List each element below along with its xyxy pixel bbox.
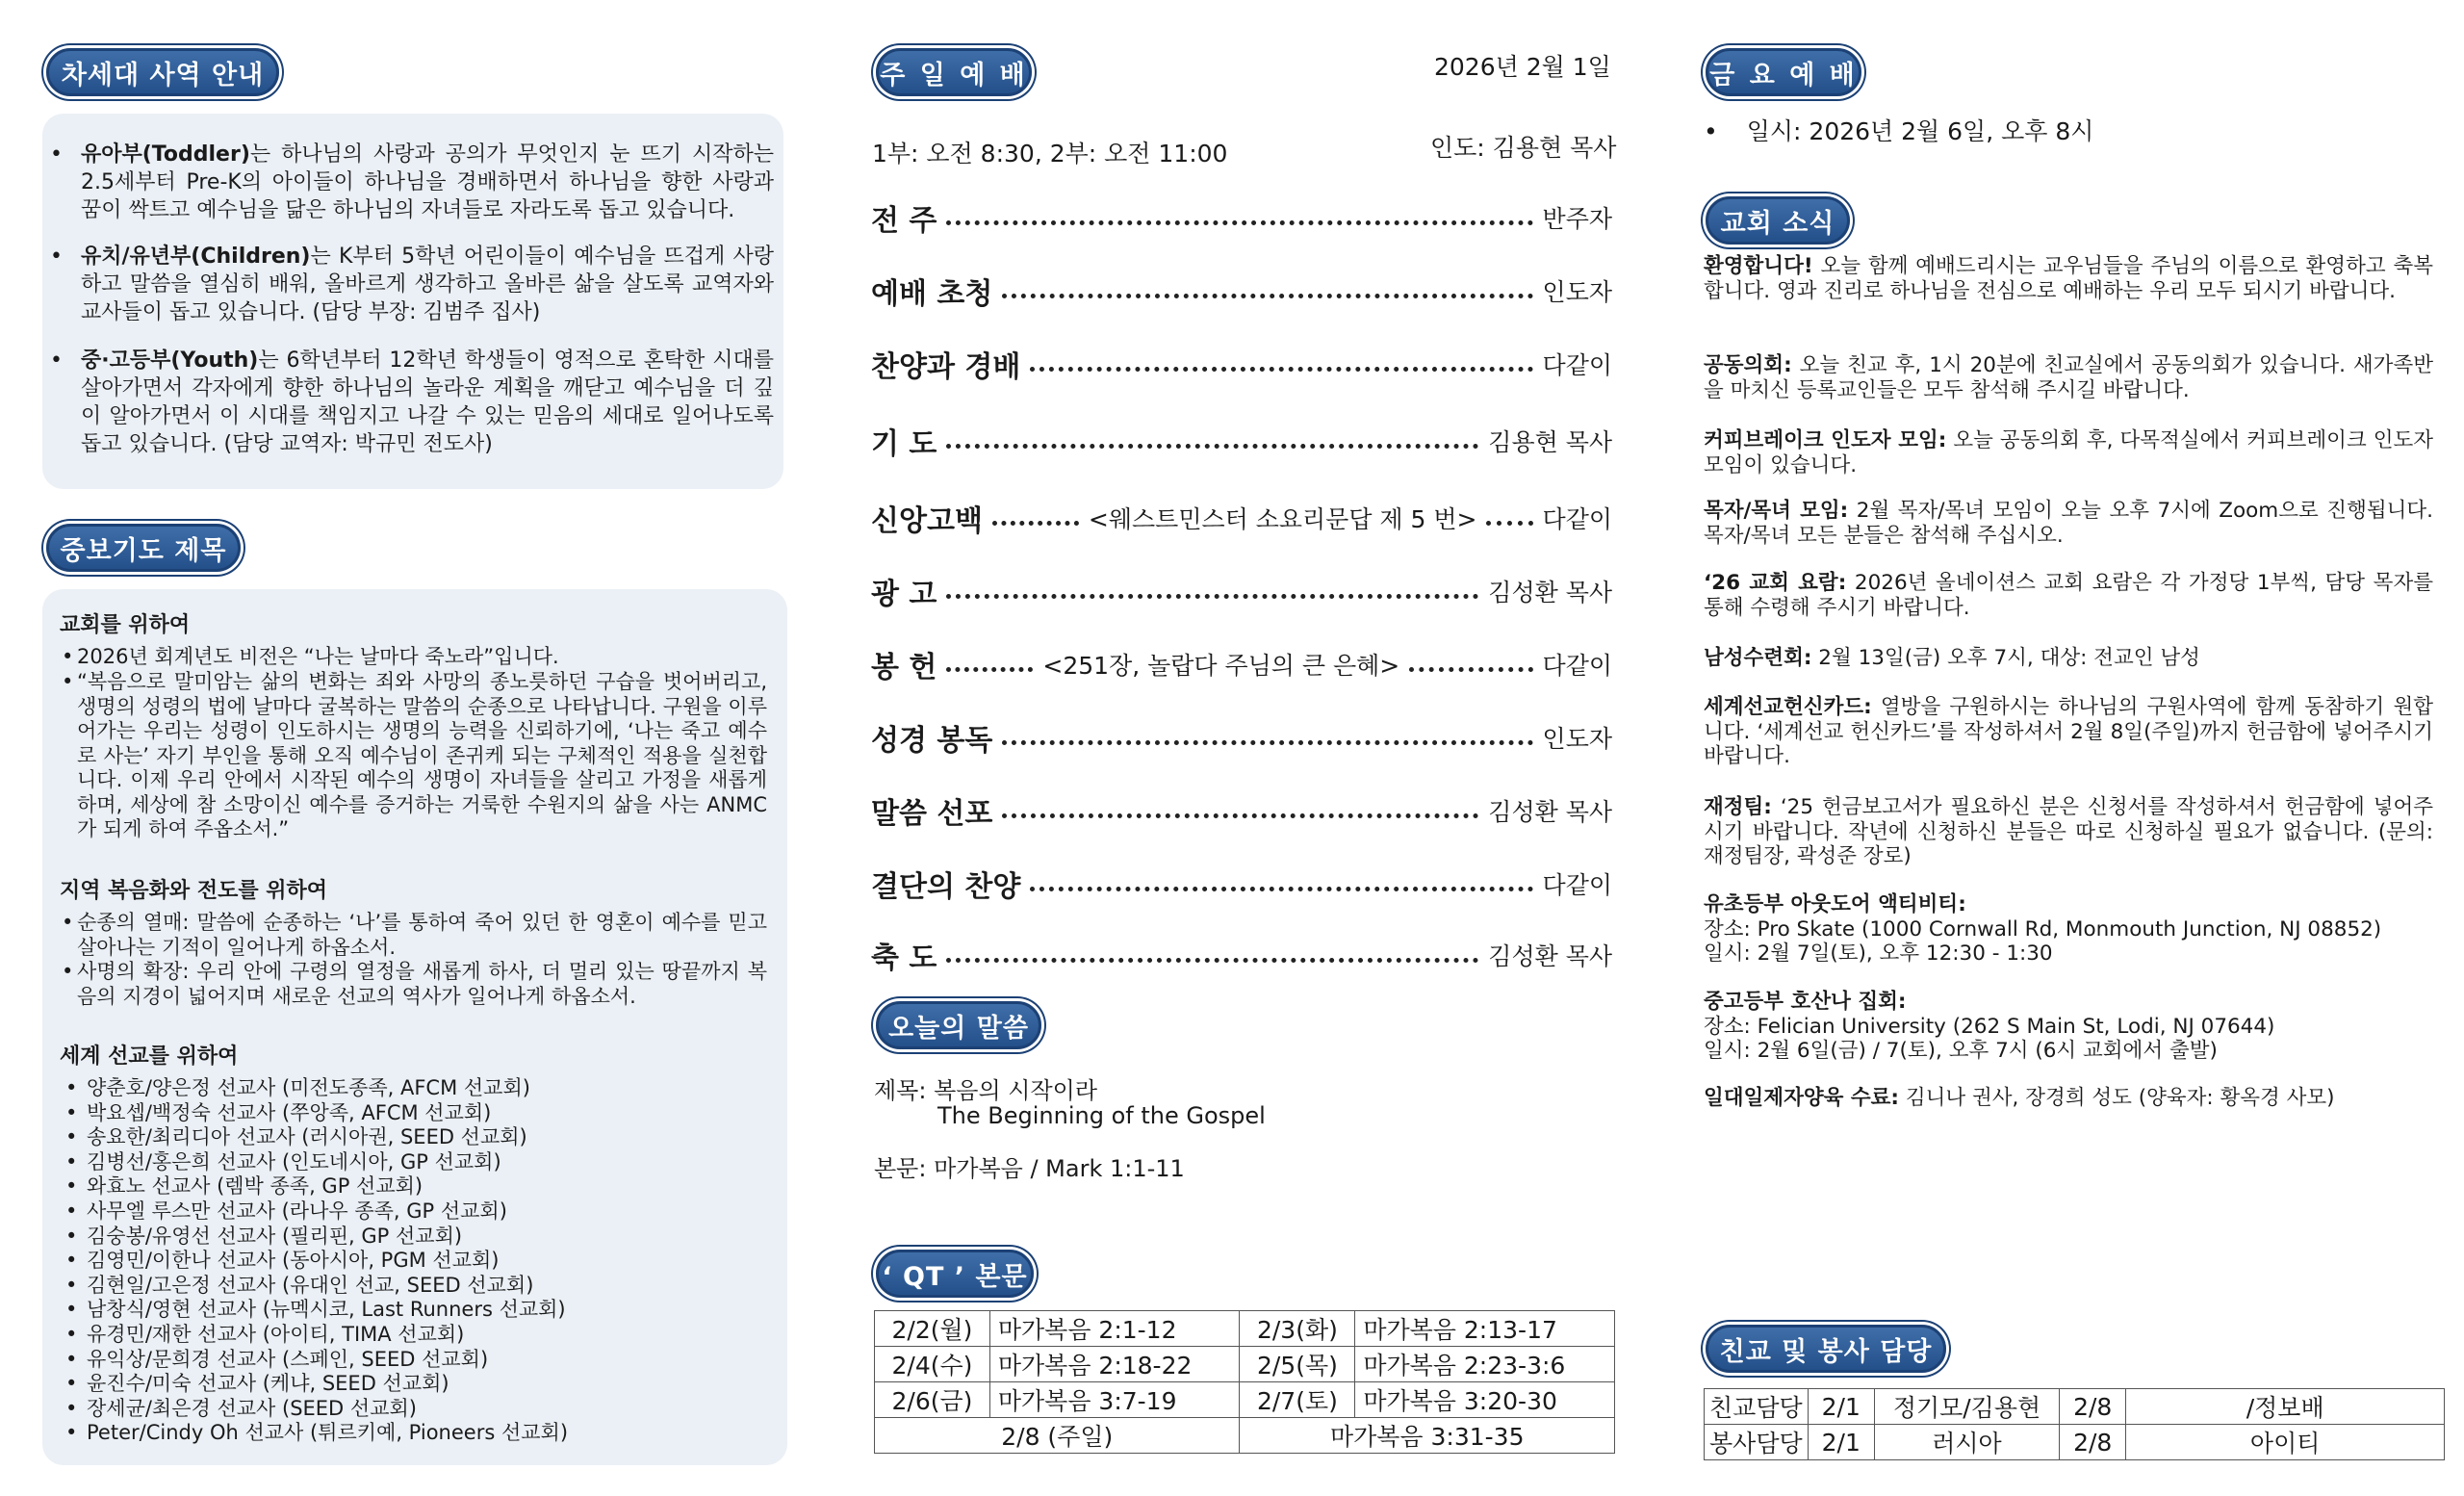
news-title-pill: 교회 소식 <box>1706 196 1850 245</box>
qt-cell: 2/8 (주일) <box>875 1418 1240 1454</box>
order-person: 김용현 목사 <box>1488 428 1612 456</box>
order-item <box>871 271 1612 310</box>
order-title: 전 주 <box>871 204 937 238</box>
order-person: 김성환 목사 <box>1488 579 1612 606</box>
news-item: 목자/목녀 모임: 2월 목자/목녀 모임이 오늘 오후 7시에 Zoom으로 진행됩니다. 목자/목녀 모든 분들은 참석해 주십시오. <box>1704 499 2433 548</box>
news-item: 유초등부 아웃도어 액티비티: 장소: Pro Skate (1000 Cornwall Rd, Monmouth Junction, NJ 08852) 일시: 2월 7일(토), 오후 12:30 - 1:30 <box>1704 892 2382 966</box>
qt-cell: 마가복음 2:23-3:6 <box>1355 1347 1615 1382</box>
news-item: ‘26 교회 요람: 2026년 올네이션스 교회 요람은 각 가정당 1부씩, 담당 목자를 통해 수령해 주시기 바랍니다. <box>1704 571 2433 620</box>
missionary-item: • 유경민/재한 선교사 (아이티, TIMA 선교회) <box>65 1322 465 1346</box>
duty-cell: 2/8 <box>2060 1425 2126 1460</box>
order-title: 신앙고백 <box>871 504 983 538</box>
qt-cell: 2/3(화) <box>1240 1311 1355 1347</box>
qt-cell: 마가복음 2:13-17 <box>1355 1311 1615 1347</box>
order-person: 다같이 <box>1542 871 1612 899</box>
dot-leader <box>946 220 1532 225</box>
service-leader: 인도: 김용현 목사 <box>1430 134 1617 162</box>
order-title: 광 고 <box>871 578 937 611</box>
missionary-item: • Peter/Cindy Oh 선교사 (튀르키예, Pioneers 선교회) <box>65 1421 569 1445</box>
order-item <box>871 572 1612 610</box>
order-item <box>871 864 1612 903</box>
bullet: • <box>50 348 63 373</box>
service-date: 2026년 2월 1일 <box>1434 53 1611 81</box>
order-title: 축 도 <box>871 941 937 975</box>
dot-leader <box>992 521 1079 526</box>
duty-cell: 2/1 <box>1808 1389 1874 1425</box>
ministry-youth: • 중·고등부(Youth)는 6학년부터 12학년 학생들이 영적으로 혼탁한 시대를 살아가면서 각자에게 향한 하나님의 놀라운 계획을 깨닫고 예수님을 더 깊이 알아가면서 이 시대를 책임지고 나갈 수 있는 믿음의 세대로 일어나도록 돕고 있습니다. (담당 교역자: 박규민 전도사) <box>50 348 774 456</box>
qt-cell: 2/7(토) <box>1240 1382 1355 1418</box>
prayer-world-heading: 세계 선교를 위하여 <box>60 1045 239 1069</box>
order-person: 다같이 <box>1542 505 1612 533</box>
duty-cell: 2/1 <box>1808 1425 1874 1460</box>
dot-leader <box>1486 521 1532 526</box>
order-person: 김성환 목사 <box>1488 798 1612 826</box>
order-title: 예배 초청 <box>871 277 993 311</box>
service-times: 1부: 오전 8:30, 2부: 오전 11:00 <box>872 140 1228 168</box>
missionary-item: • 김숭봉/유영선 선교사 (필리핀, GP 선교회) <box>65 1224 463 1248</box>
dot-leader <box>1409 667 1532 672</box>
dot-leader <box>1002 740 1532 745</box>
news-item: 일대일제자양육 수료: 김니나 권사, 장경희 성도 (양육자: 황옥경 사모) <box>1704 1086 2335 1110</box>
bullet: • <box>50 245 63 269</box>
qt-cell: 마가복음 3:31-35 <box>1240 1418 1615 1454</box>
dot-leader <box>1002 813 1478 818</box>
qt-cell: 2/5(목) <box>1240 1347 1355 1382</box>
sermon-text: 본문: 마가복음 / Mark 1:1-11 <box>874 1155 1185 1182</box>
duty-row <box>1705 1425 2445 1460</box>
friday-title-pill: 금 요 예 배 <box>1706 48 1861 96</box>
qt-cell: 마가복음 2:18-22 <box>989 1347 1240 1382</box>
order-title: 찬양과 경배 <box>871 350 1021 384</box>
news-item: 커피브레이크 인도자 모임: 오늘 공동의회 후, 다목적실에서 커피브레이크 인도자 모임이 있습니다. <box>1704 428 2434 477</box>
order-detail: <251장, 놀랍다 주님의 큰 은혜> <box>1042 652 1400 680</box>
order-item <box>871 718 1612 757</box>
qt-cell: 마가복음 2:1-12 <box>989 1311 1240 1347</box>
news-item: 재정팀: ‘25 헌금보고서가 필요하신 분은 신청서를 작성하셔서 헌금함에 넣어주시기 바랍니다. 작년에 신청하신 분들은 따로 신청하실 필요가 없습니다. (문의: 재정팀장, 곽성준 장로) <box>1704 795 2433 868</box>
duty-table <box>1704 1388 2445 1460</box>
prayer-local-item: • 순종의 열매: 말씀에 순종하는 ‘나’를 통하여 죽어 있던 한 영혼이 예수를 믿고 살아나는 기적이 일어나게 하옵소서. <box>62 911 767 959</box>
prayer-church-item: • “복음으로 말미암는 삶의 변화는 죄와 사망의 종노릇하던 구습을 벗어버리고, 생명의 성령의 법에 날마다 굴복하는 말씀의 순종으로 나타납니다. 구원을 이루어가는 우리는 성령이 인도하시는 생명의 능력을 신뢰하기에, ‘나는 죽고 예수로 사는’ 자기 부인을 통해 오직 예수님이 존귀케 되는 구체적인 적용을 실천합니다. 이제 우리 안에서 시작된 예수의 생명이 자녀들을 살리고 가정을 새롭게 하며, 세상에 참 소망이신 예수를 증거하는 거룩한 수원지의 삶을 사는 ANMC가 되게 하여 주옵소서.” <box>62 670 767 840</box>
order-person: 인도자 <box>1542 725 1612 753</box>
qt-cell: 마가복음 3:7-19 <box>989 1382 1240 1418</box>
qt-cell: 마가복음 3:20-30 <box>1355 1382 1615 1418</box>
news-item: 환영합니다! 오늘 함께 예배드리시는 교우님들을 주님의 이름으로 환영하고 축복합니다. 영과 진리로 하나님을 전심으로 예배하는 우리 모두 되시기 바랍니다. <box>1704 254 2433 303</box>
qt-row <box>875 1311 1615 1347</box>
order-detail: <웨스트민스터 소요리문답 제 5 번> <box>1088 505 1477 533</box>
prayer-local-heading: 지역 복음화와 전도를 위하여 <box>60 879 328 903</box>
order-title: 결단의 찬양 <box>871 870 1021 904</box>
order-item <box>871 645 1612 684</box>
order-item <box>871 422 1612 460</box>
dot-leader <box>1030 367 1532 372</box>
order-title: 말씀 선포 <box>871 797 993 831</box>
qt-row <box>875 1382 1615 1418</box>
qt-cell: 2/2(월) <box>875 1311 990 1347</box>
order-person: 인도자 <box>1542 278 1612 306</box>
order-title: 성경 봉독 <box>871 724 993 758</box>
order-item <box>871 345 1612 383</box>
dot-leader <box>1002 294 1532 298</box>
dot-leader <box>946 444 1478 449</box>
news-item: 공동의회: 오늘 친교 후, 1시 20분에 친교실에서 공동의회가 있습니다. 새가족반을 마치신 등록교인들은 모두 참석해 주시길 바랍니다. <box>1704 353 2433 402</box>
prayer-local-item: • 사명의 확장: 우리 안에 구령의 열정을 새롭게 하사, 더 멀리 있는 땅끝까지 복음의 지경이 넓어지며 새로운 선교의 역사가 일어나게 하옵소서. <box>62 960 767 1008</box>
prayer-church-heading: 교회를 위하여 <box>60 613 191 637</box>
missionary-item: • 김현일/고은정 선교사 (유대인 선교, SEED 선교회) <box>65 1273 534 1297</box>
missionary-item: • 박요셉/백정숙 선교사 (쭈앙족, AFCM 선교회) <box>65 1100 492 1124</box>
order-title: 기 도 <box>871 427 937 461</box>
order-person: 김성환 목사 <box>1488 942 1612 970</box>
missionary-item: • 유익상/문희경 선교사 (스페인, SEED 선교회) <box>65 1347 489 1371</box>
duty-title-pill: 친교 및 봉사 담당 <box>1706 1325 1946 1373</box>
order-item <box>871 791 1612 830</box>
ministry-title-pill: 차세대 사역 안내 <box>46 48 279 96</box>
missionary-item: • 양춘호/양은정 선교사 (미전도종족, AFCM 선교회) <box>65 1076 530 1099</box>
order-person: 다같이 <box>1542 351 1612 379</box>
news-item: 남성수련회: 2월 13일(금) 오후 7시, 대상: 전교인 남성 <box>1704 646 2200 670</box>
missionary-item: • 김영민/이한나 선교사 (동아시아, PGM 선교회) <box>65 1249 500 1273</box>
qt-cell: 2/4(수) <box>875 1347 990 1382</box>
qt-cell: 2/6(금) <box>875 1382 990 1418</box>
qt-title-pill: ‘ QT ’ 본문 <box>876 1250 1034 1298</box>
order-item <box>871 499 1612 537</box>
prayer-church-item: • 2026년 회계년도 비전은 “나는 날마다 죽노라”입니다. <box>62 645 559 668</box>
friday-info: • 일시: 2026년 2월 6일, 오후 8시 <box>1704 117 2094 145</box>
order-item <box>871 198 1612 237</box>
missionary-item: • 윤진수/미숙 선교사 (케냐, SEED 선교회) <box>65 1372 449 1396</box>
order-person: 반주자 <box>1542 205 1612 233</box>
order-title: 봉 헌 <box>871 651 937 684</box>
duty-row <box>1705 1389 2445 1425</box>
dot-leader <box>946 667 1033 672</box>
news-item: 세계선교헌신카드: 열방을 구원하시는 하나님의 구원사역에 함께 동참하기 원합니다. ‘세계선교 헌신카드’를 작성하셔서 2월 8일(주일)까지 헌금함에 넣어주시기 바랍니다. <box>1704 695 2433 768</box>
order-person: 다같이 <box>1542 652 1612 680</box>
word-title-pill: 오늘의 말씀 <box>876 1001 1041 1049</box>
duty-cell: 러시아 <box>1874 1425 2059 1460</box>
news-item: 중고등부 호산나 집회: 장소: Felician University (262 S Main St, Lodi, NJ 07644) 일시: 2월 6일(금) / 7(토), 오후 7시 (6시 교회에서 출발) <box>1704 990 2275 1063</box>
missionary-item: • 사무엘 루스만 선교사 (라나우 종족, GP 선교회) <box>65 1199 507 1223</box>
ministry-children: • 유치/유년부(Children)는 K부터 5학년 어린이들이 예수님을 뜨겁게 사랑하고 말씀을 열심히 배워, 올바르게 생각하고 올바른 삶을 살도록 교역자와 교사들이 돕고 있습니다. (담당 부장: 김범주 집사) <box>50 245 774 324</box>
missionary-item: • 송요한/최리디아 선교사 (러시아권, SEED 선교회) <box>65 1125 527 1149</box>
ministry-toddler: • 유아부(Toddler)는 하나님의 사랑과 공의가 무엇인지 눈 뜨기 시작하는 2.5세부터 Pre-K의 아이들이 하나님을 경배하면서 하나님을 향한 사랑과 꿈이 싹트고 예수님을 닮은 하나님의 자녀들로 자라도록 돕고 있습니다. <box>50 142 774 222</box>
sermon-title: 제목: 복음의 시작이라 <box>874 1077 1097 1104</box>
missionary-item: • 남창식/영현 선교사 (뉴멕시코, Last Runners 선교회) <box>65 1298 566 1322</box>
missionary-item: • 김병선/홍은희 선교사 (인도네시아, GP 선교회) <box>65 1149 501 1174</box>
qt-row <box>875 1347 1615 1382</box>
duty-cell: 봉사담당 <box>1705 1425 1809 1460</box>
order-item <box>871 936 1612 974</box>
dot-leader <box>946 594 1478 599</box>
duty-cell: 2/8 <box>2060 1389 2126 1425</box>
duty-cell: 친교담당 <box>1705 1389 1809 1425</box>
sunday-title-pill: 주 일 예 배 <box>876 48 1032 96</box>
missionary-list <box>60 1076 772 1446</box>
duty-cell: /정보배 <box>2126 1389 2445 1425</box>
prayer-title-pill: 중보기도 제목 <box>46 524 241 572</box>
dot-leader <box>946 958 1478 963</box>
duty-cell: 정기모/김용현 <box>1874 1389 2059 1425</box>
sermon-title-en: The Beginning of the Gospel <box>937 1102 1266 1129</box>
duty-cell: 아이티 <box>2126 1425 2445 1460</box>
dot-leader <box>1030 887 1532 891</box>
bullet: • <box>50 142 63 167</box>
missionary-item: • 장세균/최은경 선교사 (SEED 선교회) <box>65 1396 417 1420</box>
qt-row <box>875 1418 1615 1454</box>
missionary-item: • 와효노 선교사 (렘박 종족, GP 선교회) <box>65 1174 424 1199</box>
qt-table <box>874 1310 1615 1454</box>
